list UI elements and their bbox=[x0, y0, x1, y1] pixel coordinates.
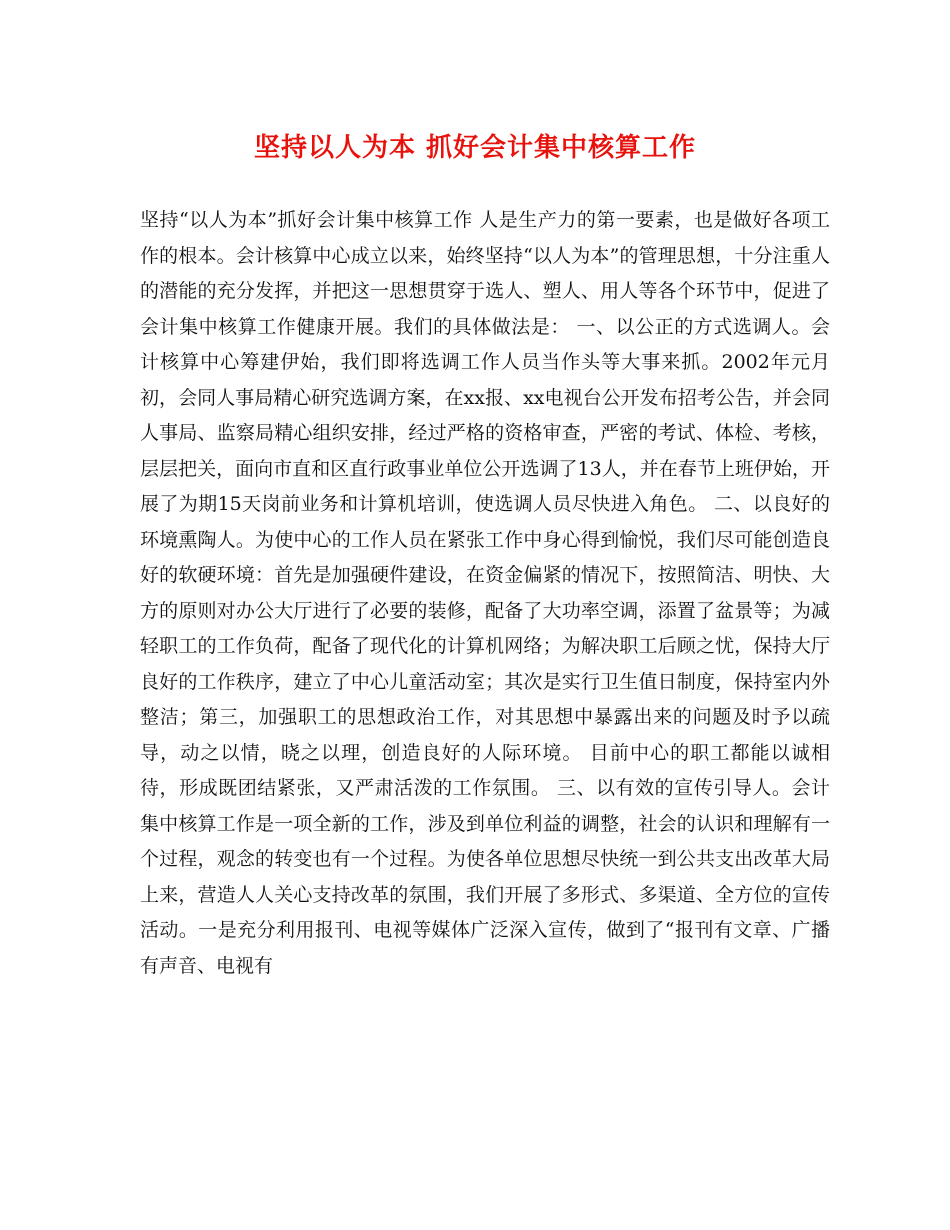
document-body: 坚持“以人为本”抓好会计集中核算工作 人是生产力的第一要素，也是做好各项工作的根本。会计核算中心成立以来，始终坚持“以人为本”的管理思想，十分注重人的潜能的充分发挥，并把这一思想贯穿于选人、塑人、用人等各个环节中，促进了会计集中核算工作健康开展。我们的具体做法是： 一、以公正的方式选调人。会计核算中心筹建伊始，我们即将选调工作人员当作头等大事来抓。2002年元月初，会同人事局精心研究选调方案，在xx报、xx电视台公开发布招考公告，并会同人事局、监察局精心组织安排，经过严格的资格审查，严密的考试、体检、考核，层层把关，面向市直和区直行政事业单位公开选调了13人，并在春节上班伊始，开展了为期15天岗前业务和计算机培训，使选调人员尽快进入角色。 二、以良好的环境熏陶人。为使中心的工作人员在紧张工作中身心得到愉悦，我们尽可能创造良好的软硬环境：首先是加强硬件建设，在资金偏紧的情况下，按照简洁、明快、大方的原则对办公大厅进行了必要的装修，配备了大功率空调，添置了盆景等；为减轻职工的工作负荷，配备了现代化的计算机网络；为解决职工后顾之忧，保持大厅良好的工作秩序，建立了中心儿童活动室；其次是实行卫生值日制度，保持室内外整洁；第三，加强职工的思想政治工作，对其思想中暴露出来的问题及时予以疏导，动之以情，晓之以理，创造良好的人际环境。 目前中心的职工都能以诚相待，形成既团结紧张，又严肃活泼的工作氛围。 三、以有效的宣传引导人。会计集中核算工作是一项全新的工作，涉及到单位利益的调整，社会的认识和理解有一个过程，观念的转变也有一个过程。为使各单位思想尽快统一到公共支出改革大局上来，营造人人关心支持改革的氛围，我们开展了多形式、多渠道、全方位的宣传活动。一是充分利用报刊、电视等媒体广泛深入宣传，做到了“报刊有文章、广播有声音、电视有 bbox=[140, 209, 830, 977]
document-title: 坚持以人为本 抓好会计集中核算工作 bbox=[253, 133, 697, 163]
